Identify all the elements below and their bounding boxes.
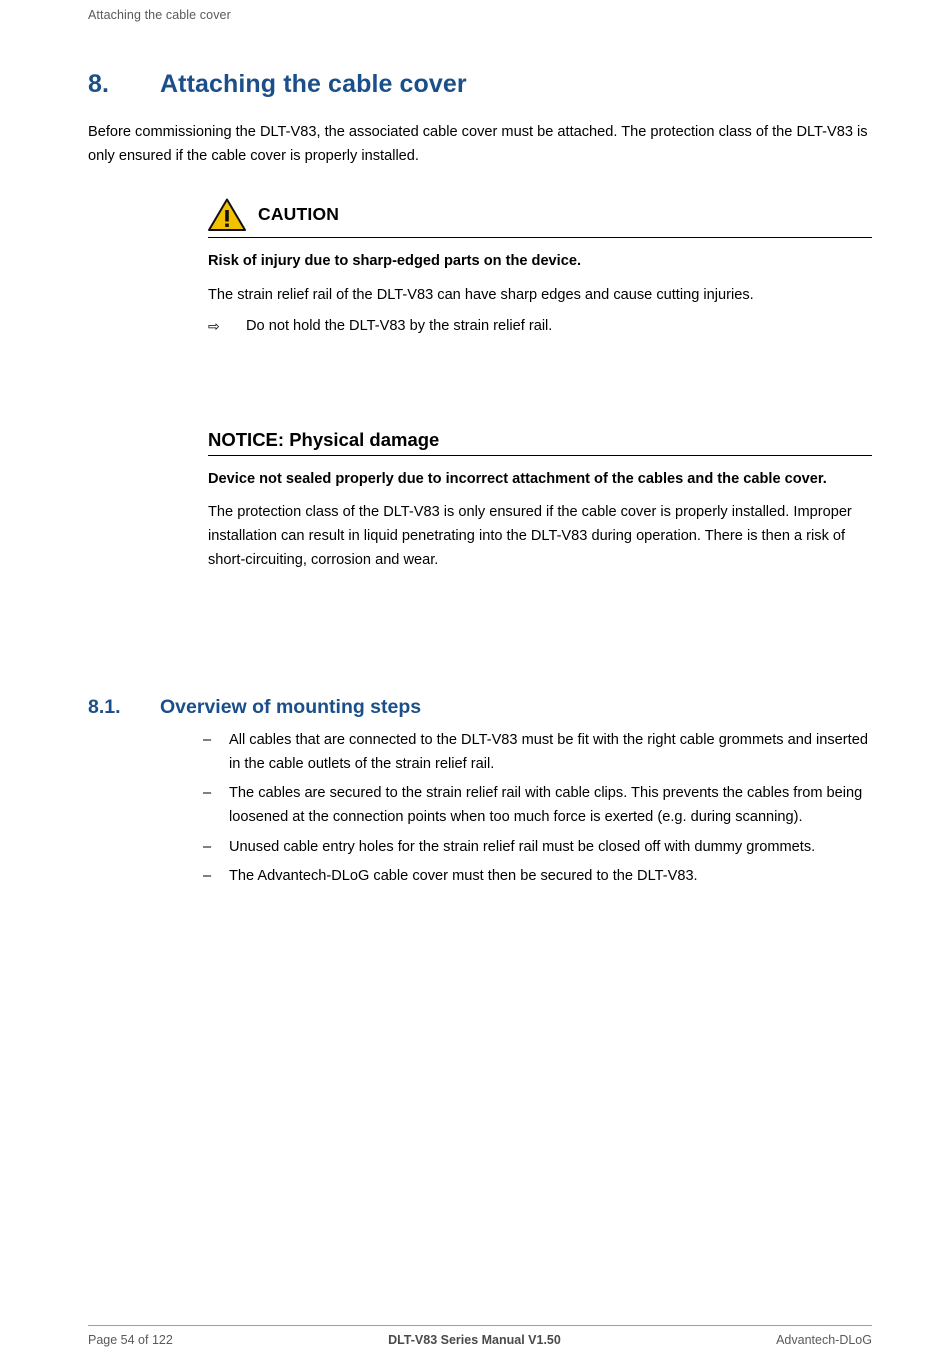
notice-block xyxy=(208,429,872,572)
running-header: Attaching the cable cover xyxy=(88,8,231,22)
page-footer xyxy=(88,1325,872,1347)
mounting-steps-list xyxy=(203,729,872,889)
caution-title-row xyxy=(208,198,872,238)
footer-company: Advantech-DLoG xyxy=(776,1333,872,1347)
list-item-text: All cables that are connected to the DLT-V83 must be fit with the right cable grommets and inserted in the cable outlets of the strain relief rail. xyxy=(229,732,868,772)
warning-triangle-icon xyxy=(208,198,246,231)
section-title: Overview of mounting steps xyxy=(160,696,422,719)
list-bullet: – xyxy=(203,868,212,885)
list-item xyxy=(203,865,872,889)
list-bullet: – xyxy=(203,838,212,855)
list-bullet: – xyxy=(203,785,212,802)
notice-lead: Device not sealed properly due to incorrect attachment of the cables and the cable cover. xyxy=(208,470,827,487)
chapter-intro-paragraph: Before commissioning the DLT-V83, the associated cable cover must be attached. The protection class of the DLT-V83 is only ensured if the cable cover is properly installed. xyxy=(88,124,868,164)
caution-lead: Risk of injury due to sharp-edged parts on the device. xyxy=(208,253,582,270)
chapter-heading xyxy=(88,70,872,99)
action-arrow-icon: ⇨ xyxy=(208,318,220,335)
list-item-text: Unused cable entry holes for the strain relief rail must be closed off with dummy grommets. xyxy=(229,838,816,855)
chapter-number: 8. xyxy=(88,70,110,98)
list-item-text: The cables are secured to the strain relief rail with cable clips. This prevents the cables from being loosened at the connection points when too much force is exerted (e.g. during scanning). xyxy=(229,785,863,826)
notice-title: NOTICE: Physical damage xyxy=(208,429,872,456)
list-item-text: The Advantech-DLoG cable cover must then be secured to the DLT-V83. xyxy=(229,868,698,885)
list-item xyxy=(203,836,872,860)
caution-action-item xyxy=(208,315,872,339)
section-heading xyxy=(88,696,872,719)
list-item xyxy=(203,729,872,776)
footer-document-title: DLT-V83 Series Manual V1.50 xyxy=(388,1333,561,1347)
section-number: 8.1. xyxy=(88,696,121,719)
caution-title: CAUTION xyxy=(258,204,340,225)
list-bullet: – xyxy=(203,732,212,749)
list-item xyxy=(203,782,872,829)
notice-text: The protection class of the DLT-V83 is only ensured if the cable cover is properly installed. Improper installation can result in liquid penetrating into the DLT-V83 during operation. There is then a risk of short-circuiting, corrosion and wear. xyxy=(208,504,852,568)
page-content xyxy=(88,70,872,895)
caution-block xyxy=(208,198,872,339)
caution-action-text: Do not hold the DLT-V83 by the strain relief rail. xyxy=(246,318,553,335)
caution-text: The strain relief rail of the DLT-V83 can have sharp edges and cause cutting injuries. xyxy=(208,286,754,303)
footer-page-number: Page 54 of 122 xyxy=(88,1333,173,1347)
chapter-title: Attaching the cable cover xyxy=(160,70,467,98)
